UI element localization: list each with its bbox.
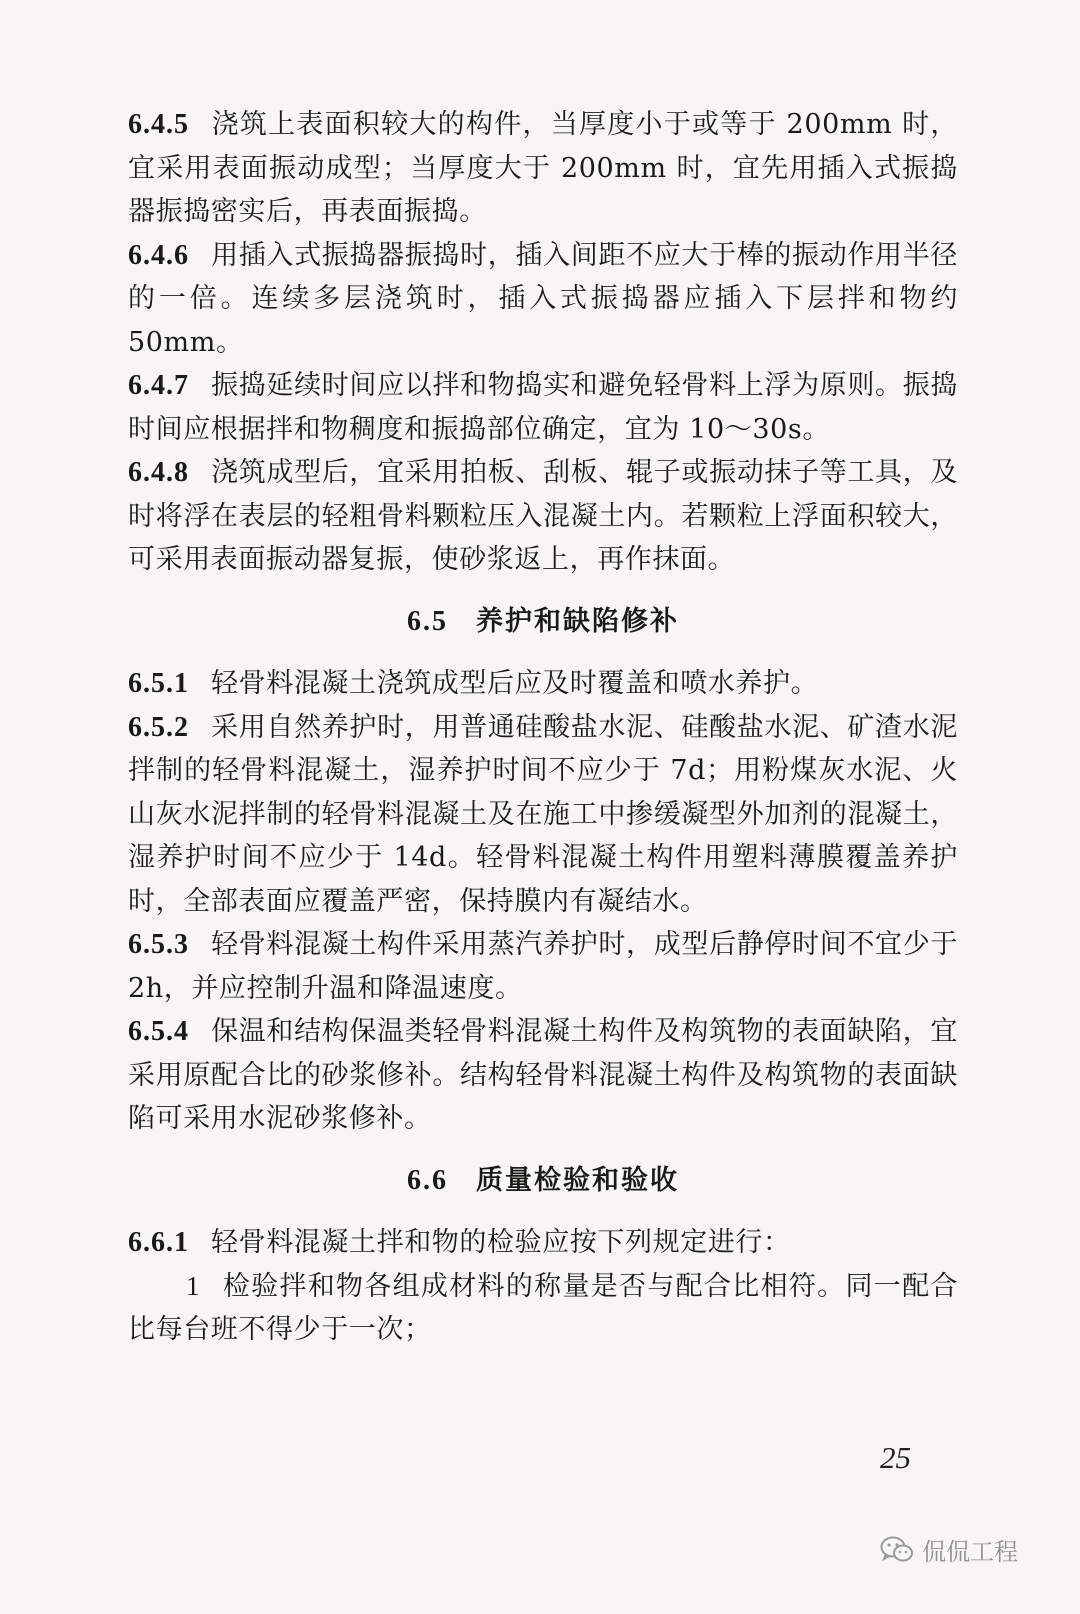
item-number: 1 [186,1270,201,1301]
clause-text: 保温和结构保温类轻骨料混凝土构件及构筑物的表面缺陷，宜采用原配合比的砂浆修补。结构轻骨料混凝土构件及构筑物的表面缺陷可采用水泥砂浆修补。 [128,1016,958,1134]
section-heading-6-6 [128,1159,958,1203]
clause-number: 6.5.1 [128,668,189,699]
clause-number: 6.4.7 [128,370,189,401]
section-heading-6-5 [128,600,958,644]
clause-text: 轻骨料混凝土构件采用蒸汽养护时，成型后静停时间不宜少于 2h，并应控制升温和降温速度。 [128,929,958,1004]
clause-number: 6.4.5 [128,109,189,140]
section-title: 质量检验和验收 [476,1164,679,1196]
watermark [880,1532,1018,1567]
clause-6-5-3 [128,923,958,1010]
clause-number: 6.4.8 [128,457,189,488]
clause-6-4-7 [128,364,958,451]
clause-number: 6.5.2 [128,711,189,743]
section-number: 6.5 [407,605,448,637]
clause-6-4-8 [128,451,958,582]
clause-text: 用插入式振捣器振捣时，插入间距不应大于棒的振动作用半径的一倍。连续多层浇筑时，插入式振捣器应插入下层拌和物约 50mm。 [128,239,958,358]
clause-6-4-6 [128,234,958,365]
section-number: 6.6 [407,1164,448,1196]
clause-6-6-1 [128,1221,958,1265]
clause-number: 6.4.6 [128,239,189,271]
clause-number: 6.5.4 [128,1016,189,1047]
watermark-text: 侃侃工程 [922,1538,1018,1566]
clause-6-4-5 [128,103,958,234]
clause-number: 6.5.3 [128,929,189,960]
clause-text: 浇筑上表面积较大的构件，当厚度小于或等于 200mm 时，宜采用表面振动成型；当厚度大于 200mm 时，宜先用插入式振捣器振捣密实后，再表面振捣。 [128,109,958,227]
clause-6-5-1 [128,662,958,706]
page-number: 25 [880,1440,911,1475]
wechat-icon [880,1536,914,1564]
page-body [128,103,958,1352]
clause-6-5-4 [128,1010,958,1141]
clause-text: 采用自然养护时，用普通硅酸盐水泥、硅酸盐水泥、矿渣水泥拌制的轻骨料混凝土，湿养护时间不应少于 7d；用粉煤灰水泥、火山灰水泥拌制的轻骨料混凝土及在施工中掺缓凝型外加剂的混凝土，湿养护时间不应少于 14d。轻骨料混凝土构件用塑料薄膜覆盖养护时，全部表面应覆盖严密，保持膜内有凝结水。 [128,711,958,917]
section-title: 养护和缺陷修补 [476,605,679,637]
clause-text: 轻骨料混凝土拌和物的检验应按下列规定进行： [211,1227,791,1258]
clause-text: 浇筑成型后，宜采用拍板、刮板、辊子或振动抹子等工具，及时将浮在表层的轻粗骨料颗粒压入混凝土内。若颗粒上浮面积较大，可采用表面振动器复振，使砂浆返上，再作抹面。 [128,457,958,575]
list-item [128,1265,958,1352]
clause-text: 轻骨料混凝土浇筑成型后应及时覆盖和喷水养护。 [211,668,819,699]
clause-6-5-2 [128,706,958,924]
item-text: 检验拌和物各组成材料的称量是否与配合比相符。同一配合比每台班不得少于一次； [128,1270,958,1345]
clause-text: 振捣延续时间应以拌和物捣实和避免轻骨料上浮为原则。振捣时间应根据拌和物稠度和振捣部位确定，宜为 10～30s。 [128,370,958,445]
clause-number: 6.6.1 [128,1227,189,1258]
